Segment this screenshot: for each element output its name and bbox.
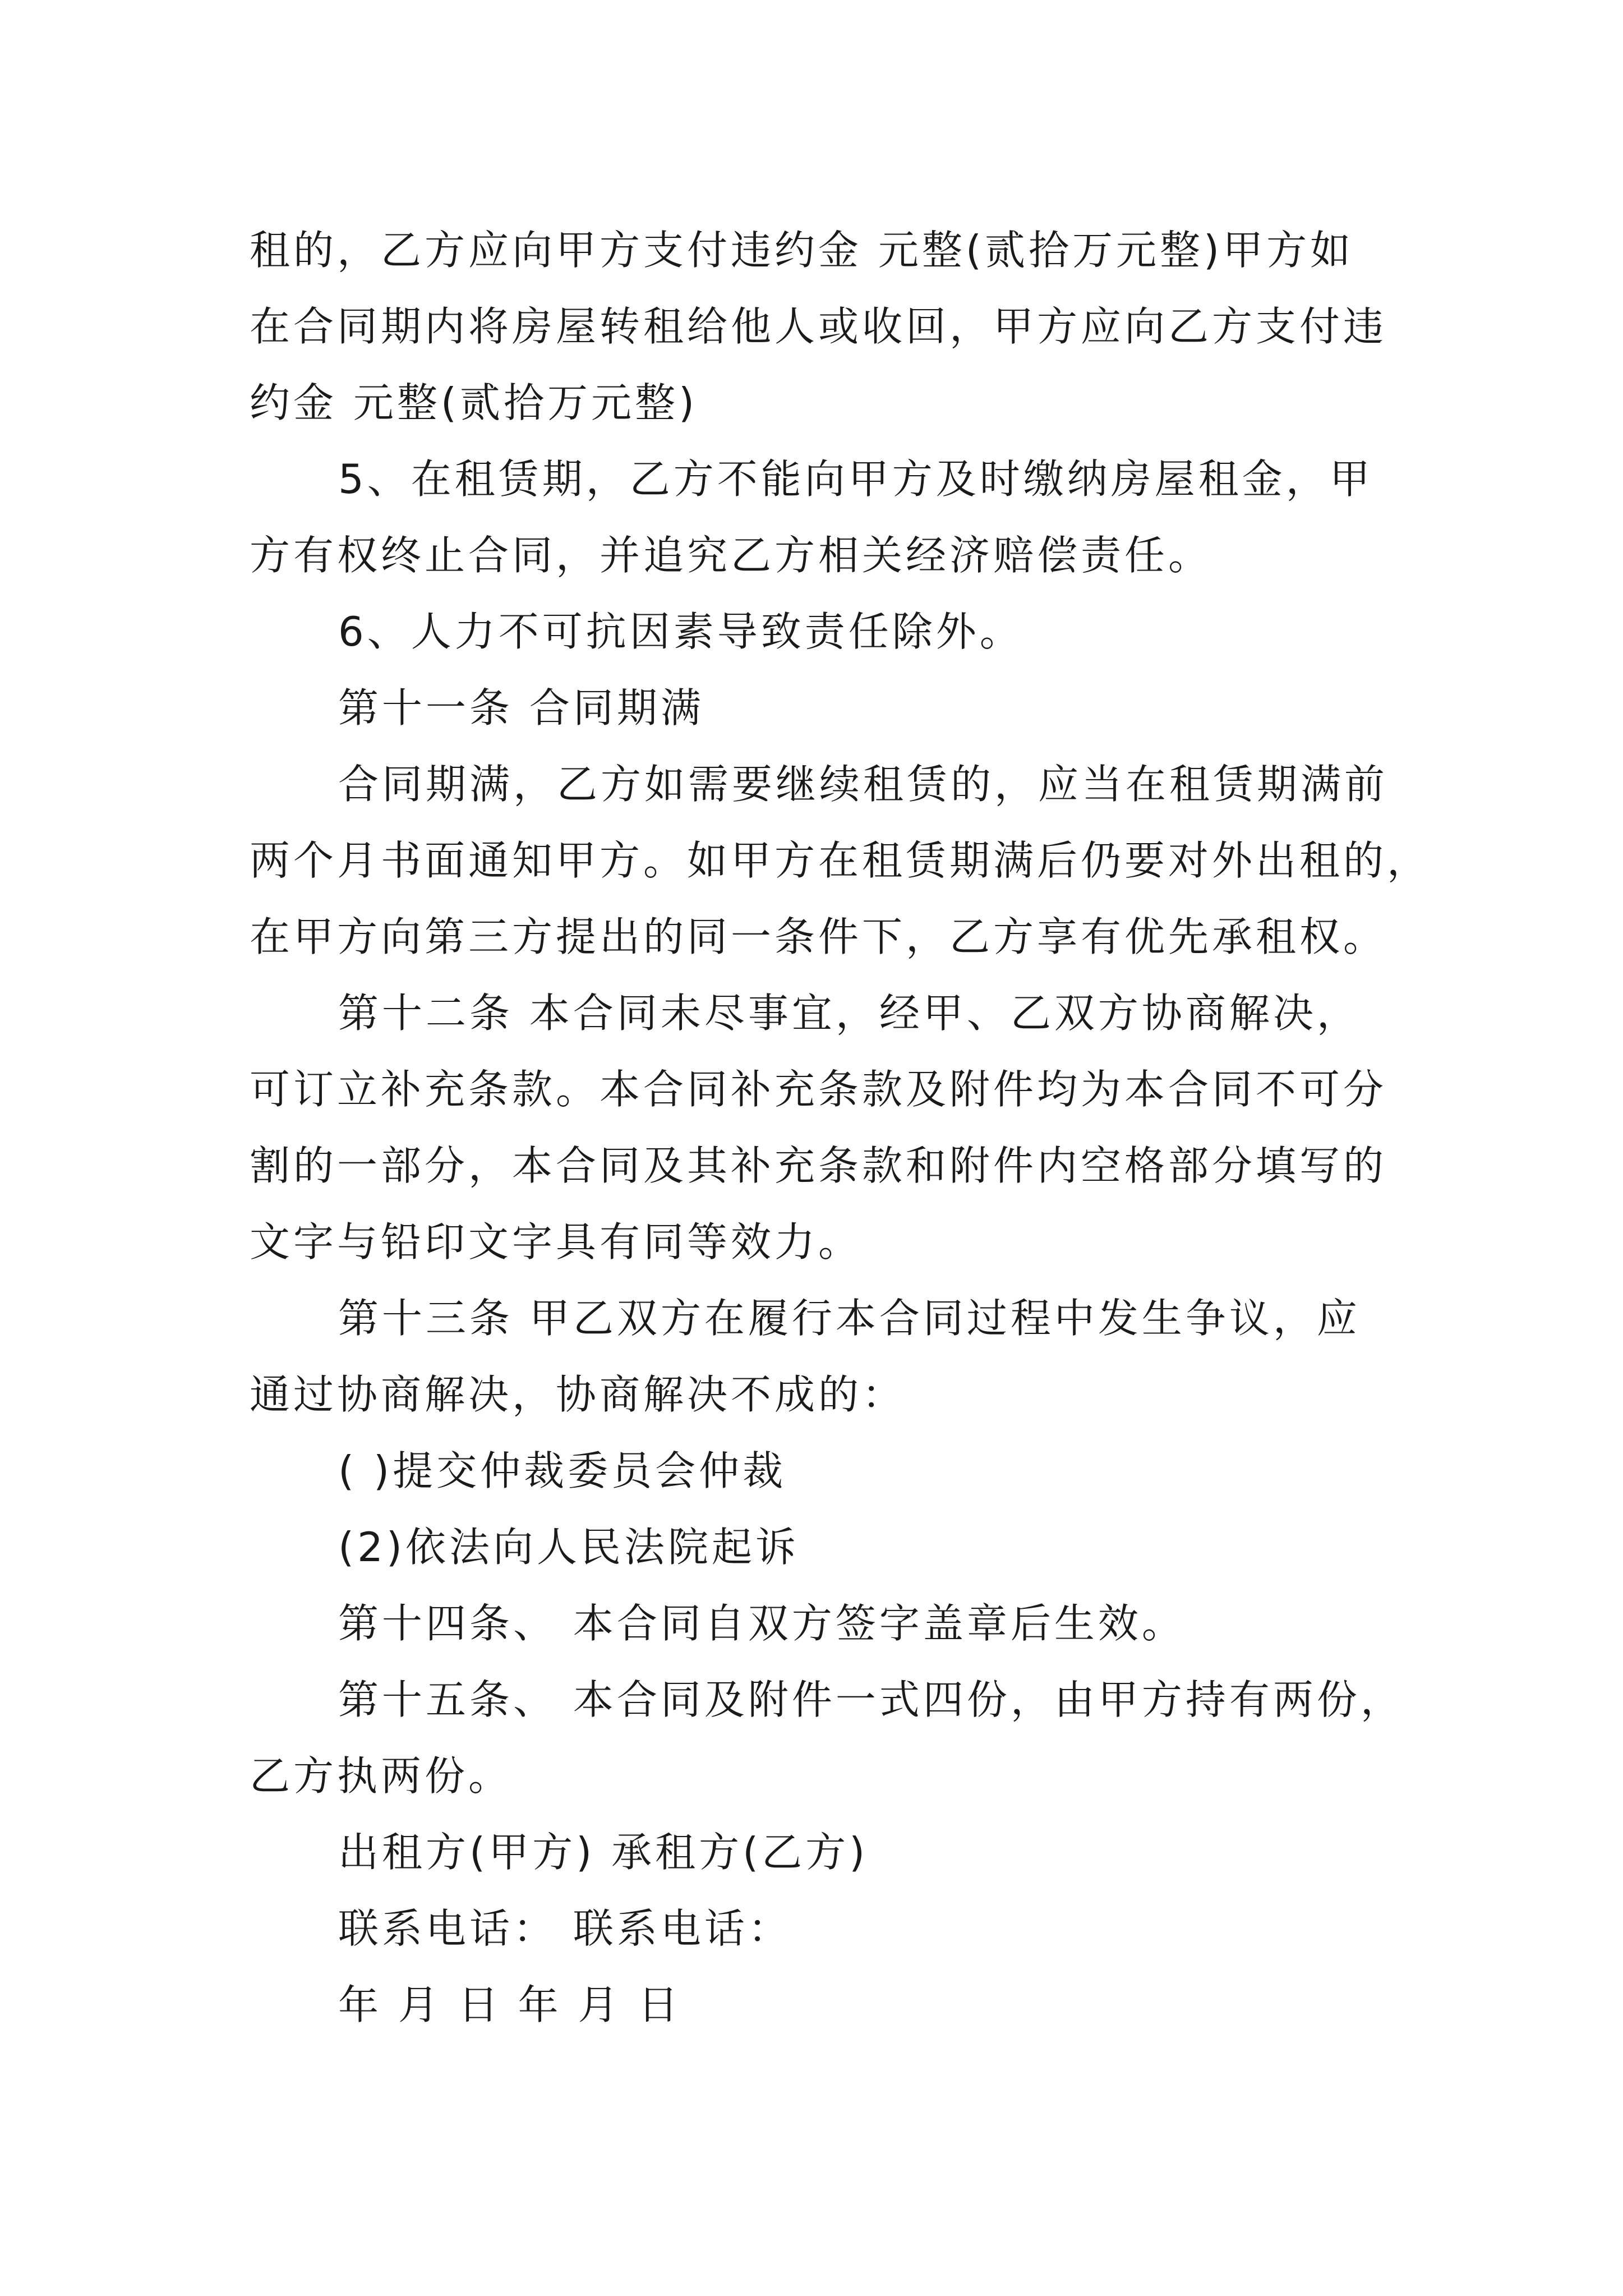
text-line: 约金 元整(贰拾万元整) [250, 379, 698, 426]
text-line: 两个月书面通知甲方。如甲方在租赁期满后仍要对外出租的， [250, 837, 1431, 884]
text-line: 在甲方向第三方提出的同一条件下，乙方享有优先承租权。 [250, 913, 1387, 960]
text-line: 文字与铅印文字具有同等效力。 [250, 1218, 863, 1266]
text-line: 在合同期内将房屋转租给他人或收回，甲方应向乙方支付违 [250, 303, 1387, 350]
text-line: 通过协商解决，协商解决不成的： [250, 1371, 906, 1418]
text-line: 6、人力不可抗因素导致责任除外。 [338, 608, 1023, 655]
text-line: 方有权终止合同，并追究乙方相关经济赔偿责任。 [250, 532, 1212, 579]
text-line: 乙方执两份。 [250, 1752, 513, 1800]
contract-text-body [250, 212, 1431, 2043]
text-line: 割的一部分，本合同及其补充条款和附件内空格部分填写的 [250, 1142, 1387, 1189]
text-line: 租的，乙方应向甲方支付违约金 元整(贰拾万元整)甲方如 [250, 227, 1354, 274]
text-line: ( )提交仲裁委员会仲裁 [338, 1447, 787, 1494]
text-line: 联系电话： 联系电话： [338, 1905, 792, 1952]
text-line: 第十四条、 本合同自双方签字盖章后生效。 [338, 1600, 1186, 1647]
text-line: 5、在租赁期，乙方不能向甲方及时缴纳房屋租金，甲 [338, 455, 1373, 503]
text-line: 第十五条、 本合同及附件一式四份，由甲方持有两份， [338, 1676, 1404, 1723]
text-line: 第十二条 本合同未尽事宜，经甲、乙双方协商解决， [338, 990, 1361, 1037]
text-line: 可订立补充条款。本合同补充条款及附件均为本合同不可分 [250, 1066, 1387, 1113]
text-line: 第十三条 甲乙双方在履行本合同过程中发生争议，应 [338, 1295, 1361, 1342]
text-line: (2)依法向人民法院起诉 [338, 1524, 799, 1571]
text-line: 合同期满，乙方如需要继续租赁的，应当在租赁期满前 [338, 761, 1389, 808]
text-line: 年 月 日 年 月 日 [338, 1981, 682, 2028]
text-line: 第十一条 合同期满 [338, 684, 704, 731]
text-line: 出租方(甲方) 承租方(乙方) [338, 1829, 869, 1876]
